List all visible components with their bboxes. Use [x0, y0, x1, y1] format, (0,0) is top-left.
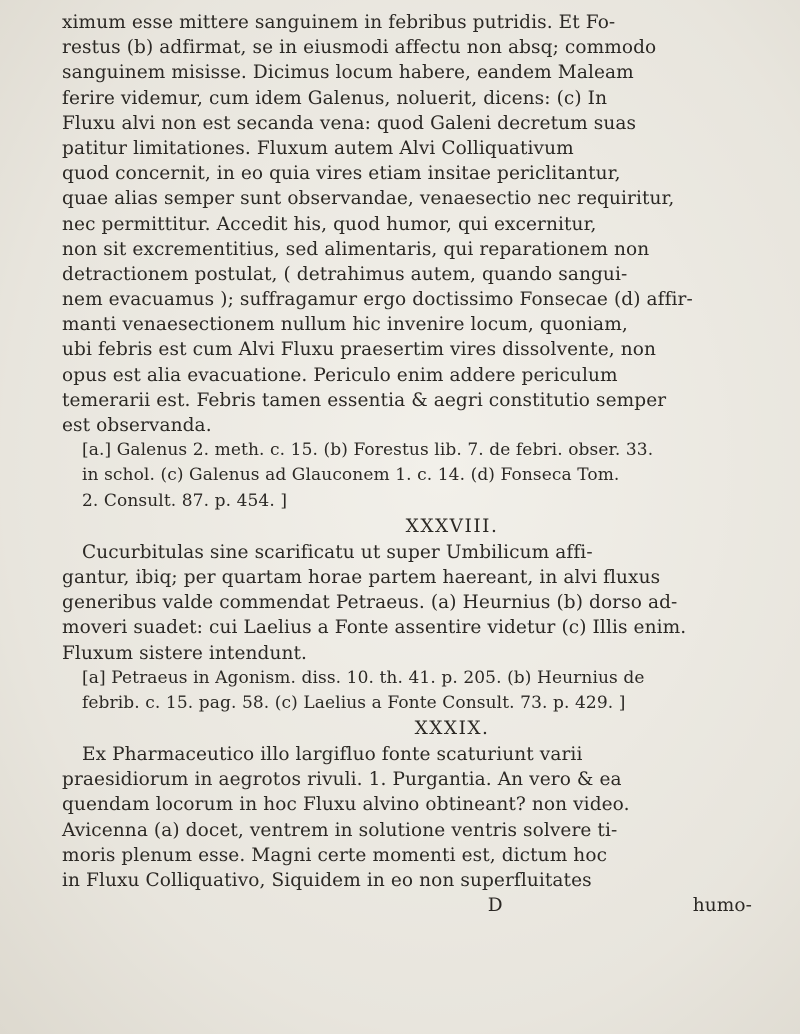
text-line: in Fluxu Colliquativo, Siquidem in eo non superfluitates [62, 870, 592, 891]
text-line: [a] Petraeus in Agonism. diss. 10. th. 41. p. 205. (b) Heurnius de [82, 667, 645, 688]
text-line: patitur limitationes. Fluxum autem Alvi Colliquativum [62, 137, 574, 159]
text-line: in schol. (c) Galenus ad Glauconem 1. c. 14. (d) Fonseca Tom. [82, 465, 620, 486]
page-text [62, 10, 782, 918]
text-line: Fluxum sistere intendunt. [62, 642, 308, 664]
text-line: nec permittitur. Accedit his, quod humor, qui excernitur, [62, 213, 597, 235]
section-heading: XXXIX. [414, 718, 490, 740]
text-line: temerarii est. Febris tamen essentia & aegri constitutio semper [62, 389, 667, 411]
text-line: Fluxu alvi non est secanda vena: quod Galeni decretum suas [62, 112, 637, 134]
text-line: quendam locorum in hoc Fluxu alvino obtineant? non video. [62, 794, 630, 816]
catchword: humo- [692, 895, 752, 917]
section-heading: XXXVIII. [405, 515, 499, 537]
text-line: Ex Pharmaceutico illo largifluo fonte scaturiunt varii [82, 744, 583, 766]
text-line: febrib. c. 15. pag. 58. (c) Laelius a Fonte Consult. 73. p. 429. ] [82, 692, 626, 713]
text-line: quae alias semper sunt observandae, venaesectio nec requiritur, [62, 188, 675, 210]
text-line: restus (b) adfirmat, se in eiusmodi affectu non absq; commodo [62, 37, 657, 59]
text-line: praesidiorum in aegrotos rivuli. 1. Purgantia. An vero & ea [62, 769, 622, 791]
text-line: ubi febris est cum Alvi Fluxu praesertim vires dissolvente, non [62, 339, 656, 361]
text-line: non sit excrementitius, sed alimentaris, qui reparationem non [62, 238, 650, 260]
text-line: generibus valde commendat Petraeus. (a) Heurnius (b) dorso ad- [62, 592, 678, 614]
text-line: est observanda. [62, 415, 212, 436]
text-line: ferire videmur, cum idem Galenus, noluerit, dicens: (c) In [62, 87, 608, 109]
text-line: Avicenna (a) docet, ventrem in solutione ventris solvere ti- [62, 819, 618, 841]
page-footer [62, 893, 782, 918]
text-line: manti venaesectionem nullum hic invenire locum, quoniam, [62, 314, 628, 336]
text-line: quod concernit, in eo quia vires etiam insitae periclitantur, [62, 163, 621, 185]
text-line: opus est alia evacuatione. Periculo enim addere periculum [62, 364, 618, 386]
text-line: gantur, ibiq; per quartam horae partem haereant, in alvi fluxus [62, 566, 661, 588]
text-line: sanguinem misisse. Dicimus locum habere, eandem Maleam [62, 62, 634, 84]
text-line: 2. Consult. 87. p. 454. ] [82, 490, 288, 511]
text-line: ximum esse mittere sanguinem in febribus putridis. Et Fo- [62, 12, 616, 33]
text-line: Cucurbitulas sine scarificatu ut super Umbilicum affi- [82, 541, 593, 563]
text-line: moris plenum esse. Magni certe momenti est, dictum hoc [62, 844, 608, 866]
text-line: nem evacuamus ); suffragamur ergo doctissimo Fonsecae (d) affir- [62, 289, 693, 311]
signature-mark: D [487, 895, 503, 917]
text-line: moveri suadet: cui Laelius a Fonte assentire videtur (c) Illis enim. [62, 617, 687, 639]
text-line: [a.] Galenus 2. meth. c. 15. (b) Forestus lib. 7. de febri. obser. 33. [82, 440, 654, 461]
text-line: detractionem postulat, ( detrahimus autem, quando sangui- [62, 263, 628, 285]
